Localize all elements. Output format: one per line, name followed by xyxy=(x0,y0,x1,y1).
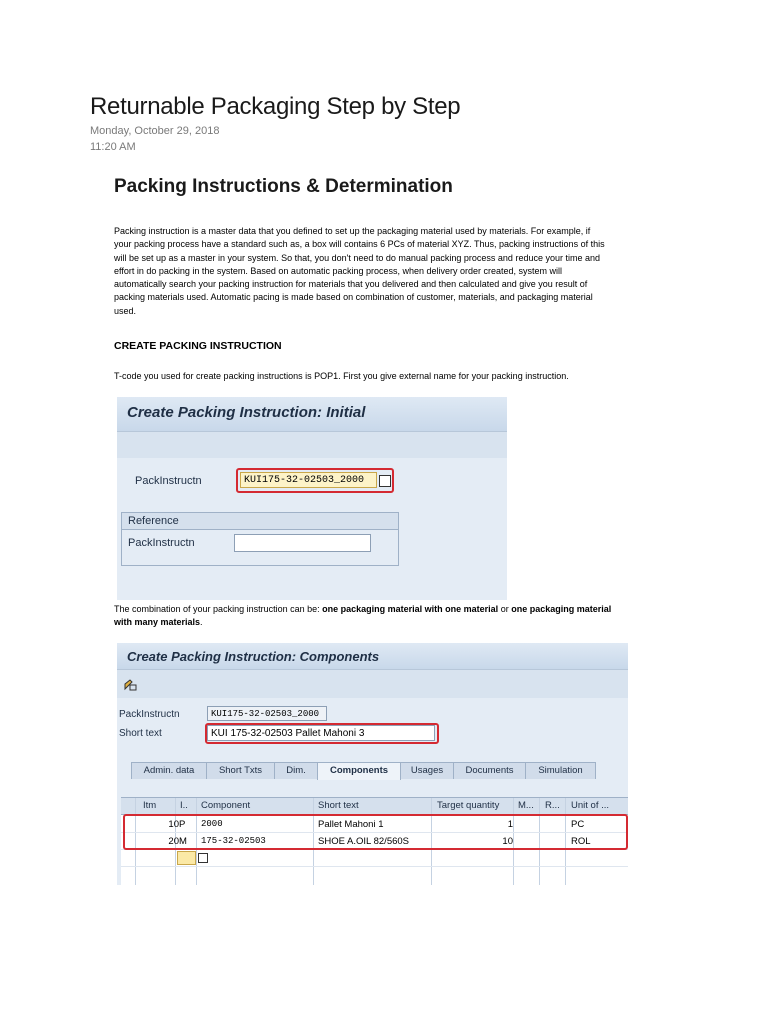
intro-paragraph xyxy=(114,225,680,318)
row-2-quantity[interactable]: 10 xyxy=(502,836,513,847)
screen-title: Create Packing Instruction: Components xyxy=(127,649,380,664)
column-header-short-text: Short text xyxy=(318,800,359,811)
intro-line: Packing instruction is a master data that you defined to set up the packaging material used by materials. For example, if xyxy=(114,226,591,236)
short-text-input[interactable]: KUI 175-32-02503 Pallet Mahoni 3 xyxy=(207,725,435,741)
combination-suffix: . xyxy=(200,617,203,628)
application-toolbar xyxy=(117,669,628,698)
page-date: Monday, October 29, 2018 xyxy=(90,125,220,137)
highlight-box xyxy=(205,723,439,744)
short-text-label: Short text xyxy=(119,728,162,739)
row-1-quantity[interactable]: 1 xyxy=(507,819,513,830)
row-1-category: P xyxy=(179,819,186,830)
highlight-box xyxy=(236,468,394,493)
combination-bold-2: one packaging material xyxy=(511,604,612,614)
tab-admin-data[interactable]: Admin. data xyxy=(131,762,207,779)
reference-packinstructn-input[interactable] xyxy=(234,534,371,552)
row-2-unit[interactable]: ROL xyxy=(571,836,591,847)
row-1-short-text: Pallet Mahoni 1 xyxy=(318,819,384,830)
tab-short-texts[interactable]: Short Txts xyxy=(206,762,275,779)
row-2-component[interactable]: 175-32-02503 xyxy=(201,836,266,846)
column-header-category: I.. xyxy=(180,800,188,811)
combination-bold-3: with many materials xyxy=(114,617,201,628)
combination-mid: or xyxy=(498,604,512,614)
intro-line: used. xyxy=(114,305,137,316)
row-2-item: 20 xyxy=(168,836,179,847)
intro-line: your packing process have a standard such as, a box will contains 6 PCs of material XYZ. Thus, packing instructions of this xyxy=(114,239,605,250)
row-2-short-text: SHOE A.OIL 82/560S xyxy=(318,836,410,847)
tab-simulation[interactable]: Simulation xyxy=(525,762,596,779)
packinstructn-label: PackInstructn xyxy=(119,709,180,720)
screen-title-bar xyxy=(117,643,628,669)
column-header-component: Component xyxy=(201,800,251,811)
row-1-item: 10 xyxy=(168,819,179,830)
reference-group-title: Reference xyxy=(122,513,398,530)
row-1-unit[interactable]: PC xyxy=(571,819,585,830)
packinstructn-value: KUI175-32-02503_2000 xyxy=(207,706,327,721)
combination-paragraph xyxy=(114,603,680,630)
tab-components[interactable]: Components xyxy=(317,762,401,780)
screen-title: Create Packing Instruction: Initial xyxy=(127,404,366,421)
column-header-unit: Unit of ... xyxy=(571,800,610,811)
column-header-r: R... xyxy=(545,800,560,811)
screen-title-bar xyxy=(117,397,507,431)
packinstructn-label: PackInstructn xyxy=(135,475,202,487)
combination-prefix: The combination of your packing instruction can be: xyxy=(114,604,323,614)
intro-line: will be set up as a master in your system. So that, you don't need to do manual packing process and reduce your time and xyxy=(114,252,600,263)
tab-dimensions[interactable]: Dim. xyxy=(274,762,318,779)
highlight-box xyxy=(123,814,628,850)
section-title: Packing Instructions & Determination xyxy=(114,176,453,197)
page-title: Returnable Packaging Step by Step xyxy=(90,93,461,120)
sap-screen-initial xyxy=(117,397,507,600)
tab-documents[interactable]: Documents xyxy=(453,762,526,779)
components-table xyxy=(121,797,628,885)
column-header-m: M... xyxy=(518,800,534,811)
tab-usages[interactable]: Usages xyxy=(400,762,454,779)
new-row-category-input[interactable] xyxy=(177,851,196,865)
intro-line: effort in do packing in the system. Based on automatic packing process, when delivery order created, system will xyxy=(114,265,563,276)
display-change-icon[interactable] xyxy=(123,677,137,691)
column-header-item: Itm xyxy=(143,800,157,811)
intro-line: packing materials used. Automatic pacing is made based on combination of customer, materials, and packaging material xyxy=(114,292,593,303)
row-1-component[interactable]: 2000 xyxy=(201,819,223,829)
value-help-icon[interactable] xyxy=(198,853,208,863)
reference-packinstructn-label: PackInstructn xyxy=(128,537,195,549)
combination-bold-1: one packaging material with one material xyxy=(322,604,499,614)
sap-screen-components xyxy=(117,643,628,885)
page-time: 11:20 AM xyxy=(90,141,136,153)
column-header-target-quantity: Target quantity xyxy=(437,800,500,811)
create-packing-instruction-heading: CREATE PACKING INSTRUCTION xyxy=(114,340,282,352)
row-2-category: M xyxy=(179,836,187,847)
application-toolbar xyxy=(117,431,507,458)
reference-group xyxy=(121,512,399,566)
packinstructn-input[interactable]: KUI175-32-02503_2000 xyxy=(240,472,377,488)
tcode-paragraph: T-code you used for create packing instructions is POP1. First you give external name for your packing instruction. xyxy=(114,371,569,381)
intro-line: automatically search your packing instruction for materials that you delivered and then calculated and give you result of xyxy=(114,279,588,290)
